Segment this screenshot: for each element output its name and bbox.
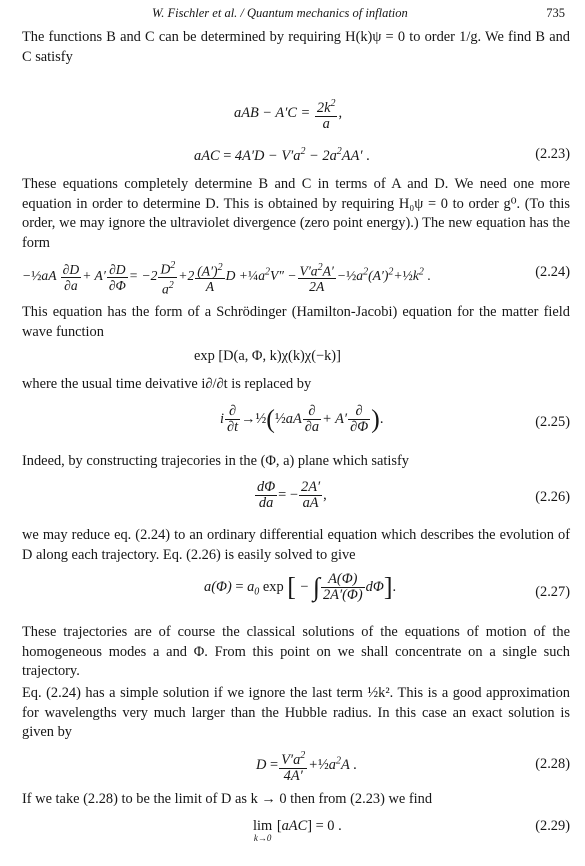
paragraph-7: These trajectories are of course the classical solutions of the equations of motion of the homogeneous modes a and Φ. From this point on we shall concentrate on a single such trajectory. [22, 624, 570, 679]
equation-number-2-26: (2.26) [535, 489, 570, 505]
equation-2-25: i $\frac{\partial}{\partial t}$ →½(½aA $\frac{\partial}{\partial a}$ + A′ $\frac{\partial}{\partial\Phi}$ ). (2.25) [220, 403, 570, 435]
paragraph-8: Eq. (2.24) has a simple solution if we ignore the last term ½k². This is a good approximation for wavelengths very much larger than the Hubble radius. In this case an exact solution is given by [22, 685, 570, 740]
equation-number-2-24: (2.24) [535, 264, 570, 280]
equation-wavefunction: exp [D(a, Φ, k)χ(k)χ(−k)] [194, 348, 341, 364]
equation-number-2-25: (2.25) [535, 414, 570, 430]
equation-number-2-23: (2.23) [535, 146, 570, 162]
equation-unnumbered: aAB − A′C = $\frac{2k^2}{a}$ , [234, 98, 343, 132]
paragraph-1: The functions B and C can be determined by requiring H(k)ψ = 0 to order 1/g. We find B and C satisfy [22, 29, 570, 65]
paragraph-2: These equations completely determine B and C in terms of A and D. We need one more equation in order to determine D. This is obtained by requiring H₀ψ = 0 to order g⁰. (To this order, we may ignore the ultraviolet divergence (zero point energy).) The new equation has the form [22, 176, 570, 251]
equation-number-2-29: (2.29) [535, 818, 570, 834]
equation-2-27: $a(\Phi) = a_0$ exp [ − ∫ $\frac{A(\Phi)}{2A'(\Phi)}$ dΦ]. (2.27) [204, 571, 570, 603]
equation-2-28: D = $\frac{V'a^2}{4A'}$ $+\frac{1}{2}a^2A$ . (2.28) [256, 750, 570, 784]
equation-2-24: −½aA $\frac{\partial D}{\partial a}$ + A′ $\frac{\partial D}{\partial\Phi}$ = −2 $\frac{D^2}{a^2}$ +2 $\frac{(A')^2}{A}$ $D +\frac{1}{4}a^2V''$ − $\frac{V'a^2A'}{2A}$ $-\frac{1}{2}a^2(A')^2+\frac{1}{2}k^2$ . (2.24) [22, 260, 570, 297]
paragraph-5: Indeed, by constructing trajecories in the (Φ, a) plane which satisfy [22, 453, 409, 469]
paragraph-6: we may reduce eq. (2.24) to an ordinary differential equation which describes the evolution of D along each trajectory. Eq. (2.26) is easily solved to give [22, 527, 570, 563]
running-header: W. Fischler et al. / Quantum mechanics of inflation [152, 6, 408, 20]
equation-number-2-27: (2.27) [535, 584, 570, 600]
equation-number-2-28: (2.28) [535, 756, 570, 772]
equation-2-26: $\frac{d\Phi}{da}$ = − $\frac{2A'}{aA}$ , (2.26) [257, 479, 570, 511]
paragraph-9: If we take (2.28) to be the limit of D as k → 0 then from (2.23) we find [22, 791, 433, 807]
paragraph-4: where the usual time deivative i∂/∂t is replaced by [22, 376, 312, 392]
page-number: 735 [546, 6, 565, 20]
equation-2-29: lim k→0 [aAC] = 0 . (2.29) [253, 818, 570, 843]
paragraph-3: This equation has the form of a Schrödinger (Hamilton-Jacobi) equation for the matter field wave function [22, 304, 570, 340]
equation-2-23: aAC = $4A'D - V'a^2 - 2a^2AA'$ . (2.23) [194, 146, 570, 164]
